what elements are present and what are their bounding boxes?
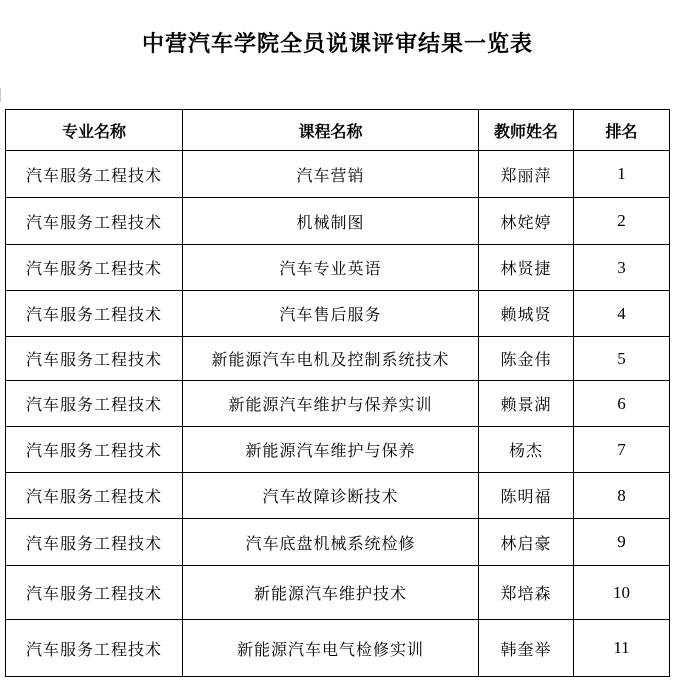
cell-rank: 3	[574, 245, 670, 291]
cell-teacher: 郑培森	[479, 566, 574, 620]
cell-teacher: 赖城贤	[479, 291, 574, 337]
table-row	[6, 620, 670, 677]
results-table	[5, 109, 670, 677]
table-header-row	[6, 110, 670, 151]
header-teacher: 教师姓名	[479, 110, 574, 151]
header-course: 课程名称	[183, 110, 479, 151]
table-row	[6, 473, 670, 519]
table-row	[6, 151, 670, 198]
cell-rank: 8	[574, 473, 670, 519]
cell-teacher: 林姹婷	[479, 198, 574, 245]
cell-major: 汽车服务工程技术	[6, 245, 183, 291]
document-title: 中营汽车学院全员说课评审结果一览表	[141, 32, 533, 57]
table-row	[6, 427, 670, 473]
cell-course: 新能源汽车电气检修实训	[183, 620, 479, 677]
cell-rank: 7	[574, 427, 670, 473]
cell-course: 新能源汽车维护与保养	[183, 427, 479, 473]
table-row	[6, 566, 670, 620]
cell-rank: 9	[574, 519, 670, 566]
header-rank: 排名	[574, 110, 670, 151]
table-row	[6, 519, 670, 566]
cell-teacher: 杨杰	[479, 427, 574, 473]
cell-course: 汽车底盘机械系统检修	[183, 519, 479, 566]
cell-course: 新能源汽车维护与保养实训	[183, 381, 479, 427]
cell-rank: 4	[574, 291, 670, 337]
cell-rank: 5	[574, 337, 670, 381]
cell-course: 汽车故障诊断技术	[183, 473, 479, 519]
cell-major: 汽车服务工程技术	[6, 519, 183, 566]
cell-course: 机械制图	[183, 198, 479, 245]
cell-rank: 11	[574, 620, 670, 677]
cell-major: 汽车服务工程技术	[6, 291, 183, 337]
cell-rank: 2	[574, 198, 670, 245]
cell-course: 汽车营销	[183, 151, 479, 198]
header-major: 专业名称	[6, 110, 183, 151]
cell-major: 汽车服务工程技术	[6, 381, 183, 427]
cell-major: 汽车服务工程技术	[6, 620, 183, 677]
cell-rank: 10	[574, 566, 670, 620]
cell-course: 新能源汽车电机及控制系统技术	[183, 337, 479, 381]
table-row	[6, 381, 670, 427]
table-row	[6, 337, 670, 381]
cell-teacher: 林启豪	[479, 519, 574, 566]
cell-rank: 1	[574, 151, 670, 198]
cell-teacher: 郑丽萍	[479, 151, 574, 198]
cell-teacher: 赖景湖	[479, 381, 574, 427]
cell-teacher: 林贤捷	[479, 245, 574, 291]
cell-teacher: 韩奎举	[479, 620, 574, 677]
cell-teacher: 陈明福	[479, 473, 574, 519]
cell-major: 汽车服务工程技术	[6, 151, 183, 198]
cell-course: 汽车售后服务	[183, 291, 479, 337]
cell-course: 汽车专业英语	[183, 245, 479, 291]
page-margin-marker	[0, 88, 7, 102]
table-row	[6, 198, 670, 245]
table-row	[6, 291, 670, 337]
cell-major: 汽车服务工程技术	[6, 473, 183, 519]
cell-course: 新能源汽车维护技术	[183, 566, 479, 620]
cell-major: 汽车服务工程技术	[6, 198, 183, 245]
cell-major: 汽车服务工程技术	[6, 337, 183, 381]
table-row	[6, 245, 670, 291]
cell-teacher: 陈金伟	[479, 337, 574, 381]
cell-major: 汽车服务工程技术	[6, 427, 183, 473]
cell-major: 汽车服务工程技术	[6, 566, 183, 620]
cell-rank: 6	[574, 381, 670, 427]
